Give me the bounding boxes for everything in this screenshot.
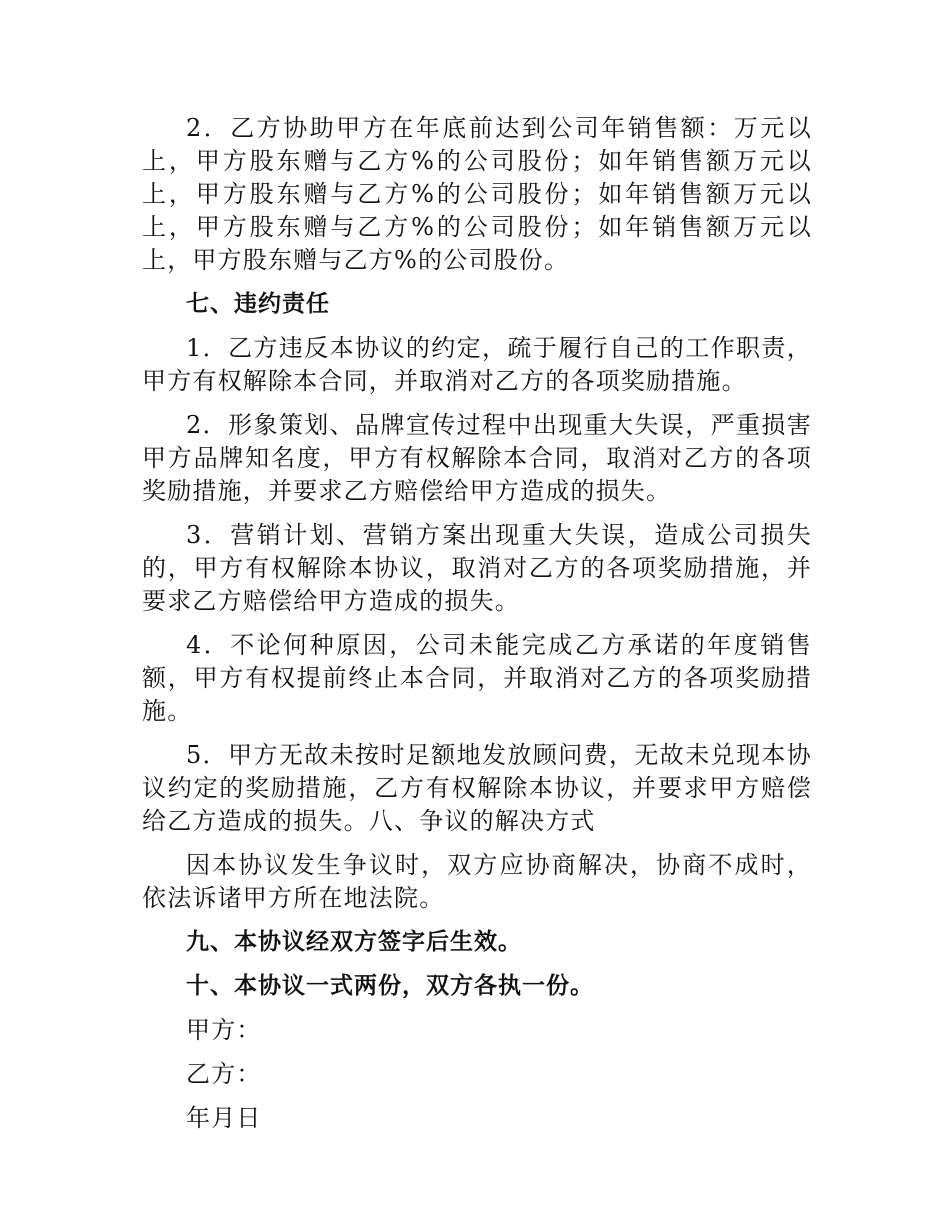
- section-9-title: 九、本协议经双方签字后生效。: [186, 929, 522, 955]
- dispute-resolution-text: 因本协议发生争议时，双方应协商解决，协商不成时，依法诉诸甲方所在地法院。: [142, 851, 812, 912]
- party-a-signature-label: 甲方：: [186, 1016, 262, 1044]
- breach-item-5: 5．甲方无故未按时足额地发放顾问费，无故未兑现本协议约定的奖励措施，乙方有权解除本协议，并要求甲方赔偿给乙方造成的损失。八、争议的解决方式: [142, 741, 812, 835]
- breach-item-4: 4．不论何种原因，公司未能完成乙方承诺的年度销售额，甲方有权提前终止本合同，并取消对乙方的各项奖励措施。: [142, 631, 812, 725]
- breach-item-3: 3．营销计划、营销方案出现重大失误，造成公司损失的，甲方有权解除本协议，取消对乙方的各项奖励措施，并要求乙方赔偿给甲方造成的损失。: [142, 521, 812, 615]
- breach-item-2: 2．形象策划、品牌宣传过程中出现重大失误，严重损害甲方品牌知名度，甲方有权解除本合同，取消对乙方的各项奖励措施，并要求乙方赔偿给甲方造成的损失。: [142, 411, 812, 505]
- document-page: [142, 112, 812, 1146]
- party-b-signature-label: 乙方：: [186, 1060, 262, 1088]
- breach-item-1: 1．乙方违反本协议的约定，疏于履行自己的工作职责，甲方有权解除本合同，并取消对乙方的各项奖励措施。: [142, 334, 812, 395]
- section-7-title: 七、违约责任: [186, 291, 330, 317]
- section-10-title: 十、本协议一式两份，双方各执一份。: [186, 973, 594, 999]
- paragraph-sales-target: 2．乙方协助甲方在年底前达到公司年销售额：万元以上，甲方股东赠与乙方%的公司股份；如年销售额万元以上，甲方股东赠与乙方%的公司股份；如年销售额万元以上，甲方股东赠与乙方%的公司股份；如年销售额万元以上，甲方股东赠与乙方%的公司股份。: [142, 114, 812, 274]
- date-label: 年月日: [186, 1104, 262, 1132]
